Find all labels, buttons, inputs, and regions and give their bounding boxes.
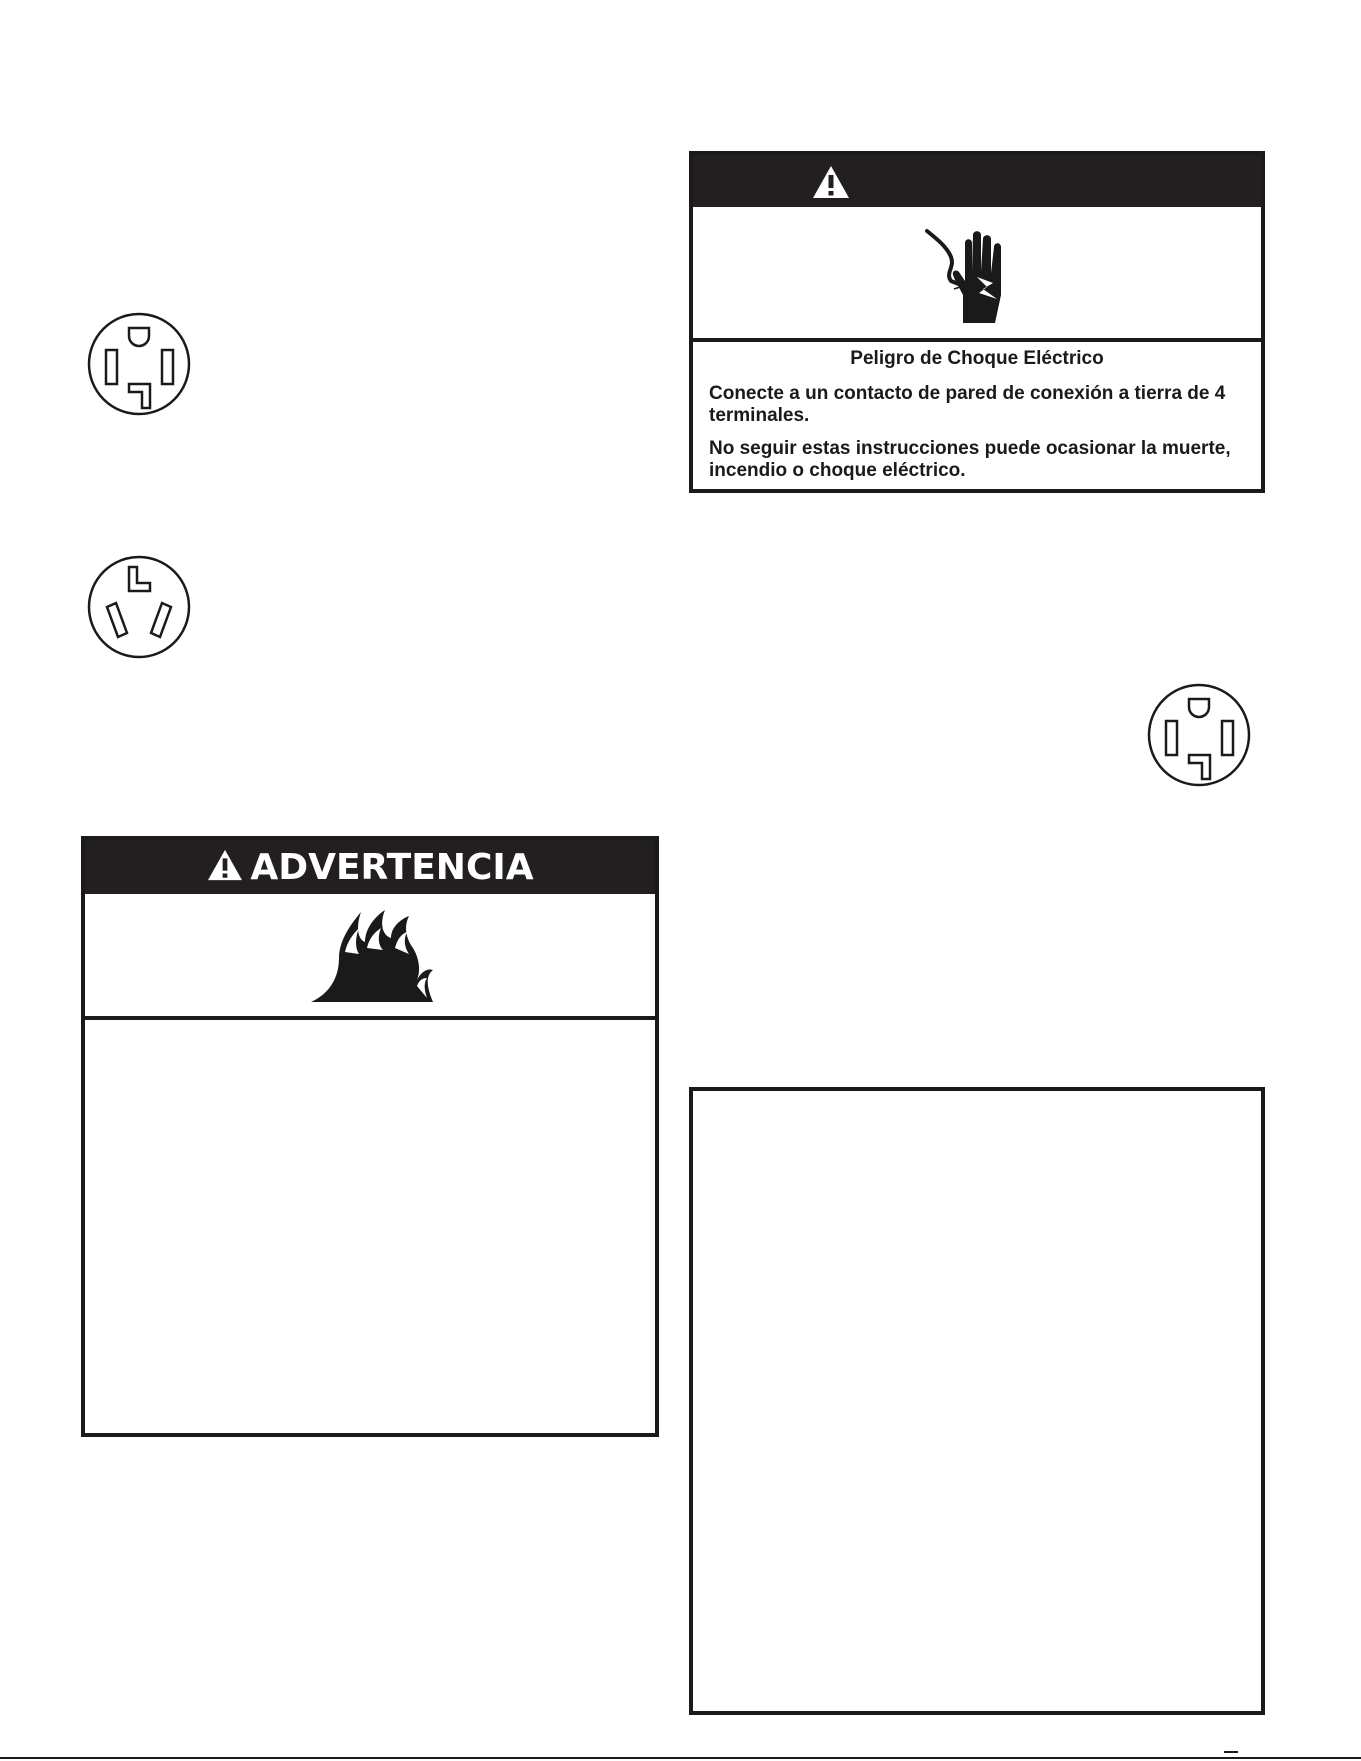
- electric-shock-warning: [689, 151, 1265, 493]
- electric-shock-hand-icon: [923, 225, 1023, 325]
- warning-header-bar: [693, 155, 1261, 207]
- fire-flames-icon: [309, 908, 439, 1004]
- instruction-consequence: No seguir estas instrucciones puede ocasionar la muerte, incendio o choque eléctrico.: [709, 438, 1231, 481]
- pictogram-area: [693, 207, 1261, 342]
- fire-warning: [81, 836, 659, 1437]
- instruction-ground: Conecte a un contacto de pared de conexión a tierra de 4 terminales.: [709, 383, 1226, 426]
- warning-text: [693, 342, 1261, 482]
- signal-word: ADVERTENCIA: [250, 846, 534, 888]
- four-prong-outlet-icon: [1147, 683, 1251, 787]
- warning-triangle-icon: [206, 848, 244, 887]
- four-prong-outlet-icon: [87, 312, 191, 416]
- pictogram-area: [85, 894, 655, 1020]
- content-box: [689, 1087, 1265, 1715]
- page-bottom-rule: [0, 1757, 1361, 1759]
- warning-triangle-icon: [811, 164, 851, 205]
- hazard-title: Peligro de Choque Eléctrico: [850, 348, 1104, 369]
- page-mark: [1224, 1751, 1238, 1753]
- three-prong-outlet-icon: [87, 555, 191, 659]
- warning-header-bar: [85, 840, 655, 894]
